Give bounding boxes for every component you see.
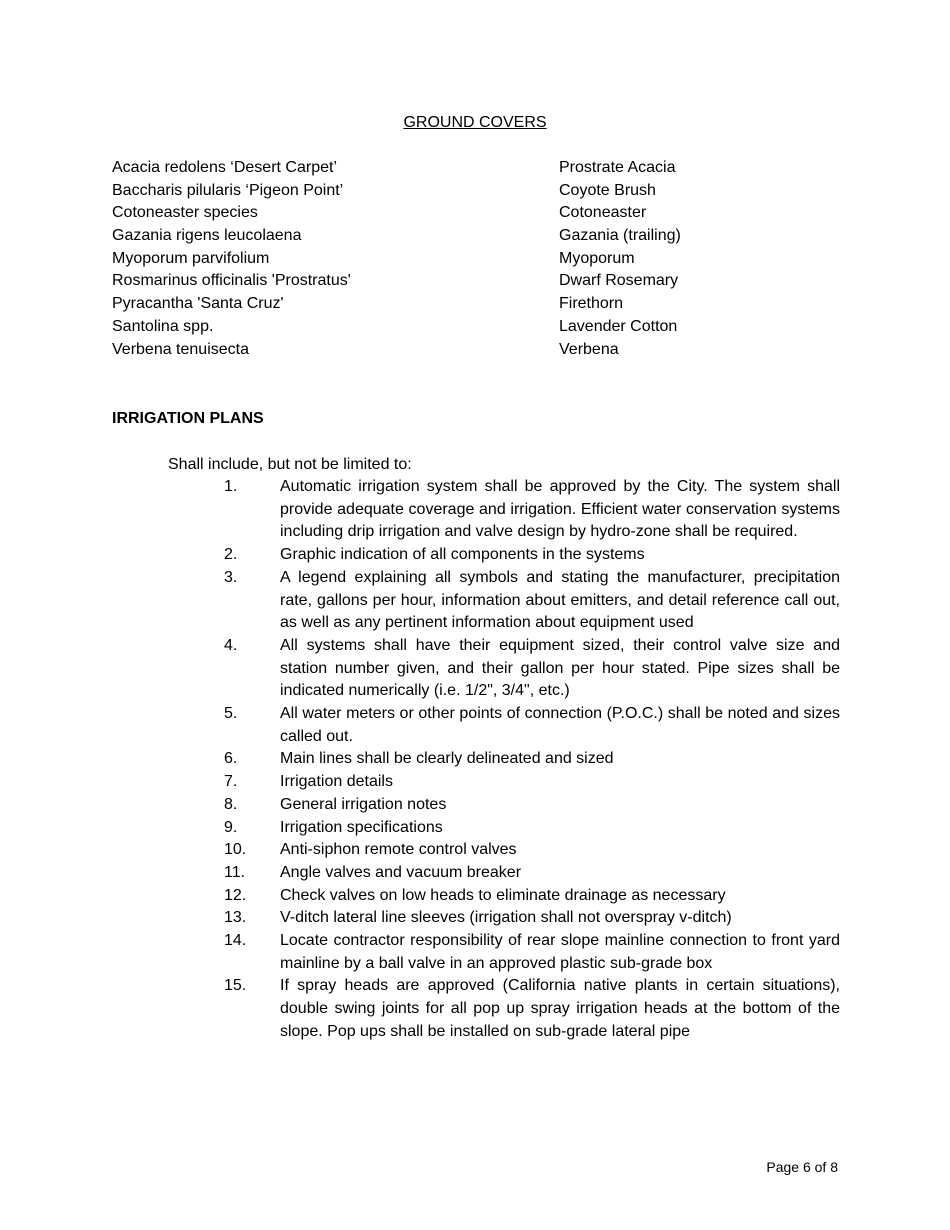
- item-number: 14.: [224, 932, 247, 950]
- list-item: [224, 771, 840, 794]
- list-item: [224, 817, 840, 840]
- plant-common-name: Coyote Brush: [559, 181, 656, 199]
- item-text: Automatic irrigation system shall be approved by the City. The system shall provide adequate coverage and irrigation. Efficient water conservation systems including drip irrigation and valve design by hydro-zone shall be required.: [280, 478, 840, 541]
- item-number: 7.: [224, 773, 238, 791]
- plant-common-name: Cotoneaster: [559, 204, 647, 222]
- item-text: If spray heads are approved (California native plants in certain situations), double swing joints for all pop up spray irrigation heads at the bottom of the slope. Pop ups shall be installed on sub-grade lateral pipe: [280, 977, 840, 1040]
- item-number: 15.: [224, 977, 247, 995]
- plant-botanical-name: Cotoneaster species: [112, 204, 258, 222]
- item-number: 3.: [224, 568, 238, 586]
- list-item: [224, 567, 840, 635]
- ground-covers-list: [112, 157, 812, 361]
- plant-common-name: Verbena: [559, 340, 619, 358]
- plant-botanical-name: Myoporum parvifolium: [112, 249, 270, 267]
- list-item: [224, 862, 840, 885]
- item-number: 12.: [224, 886, 247, 904]
- plant-row: [112, 202, 812, 225]
- item-number: 10.: [224, 841, 247, 859]
- item-number: 5.: [224, 705, 238, 723]
- list-item: [224, 885, 840, 908]
- item-number: 8.: [224, 795, 238, 813]
- plant-common-name: Firethorn: [559, 295, 624, 313]
- plant-row: [112, 248, 812, 271]
- item-text: General irrigation notes: [280, 795, 447, 813]
- list-item: [224, 635, 840, 703]
- plant-common-name: Dwarf Rosemary: [559, 272, 679, 290]
- list-item: [224, 748, 840, 771]
- plant-row: [112, 225, 812, 248]
- list-item: [224, 544, 840, 567]
- page-number: Page 6 of 8: [766, 1159, 838, 1175]
- plant-botanical-name: Santolina spp.: [112, 317, 214, 335]
- ground-covers-title: GROUND COVERS: [403, 114, 547, 131]
- irrigation-plans-heading: IRRIGATION PLANS: [112, 410, 264, 427]
- plant-common-name: Prostrate Acacia: [559, 159, 676, 176]
- plant-botanical-name: Acacia redolens ‘Desert Carpet’: [112, 159, 337, 176]
- item-number: 13.: [224, 909, 247, 927]
- item-text: All water meters or other points of connection (P.O.C.) shall be noted and sizes called out.: [280, 705, 840, 745]
- plant-row: [112, 316, 812, 339]
- item-text: V-ditch lateral line sleeves (irrigation shall not overspray v-ditch): [280, 909, 732, 927]
- plant-common-name: Myoporum: [559, 249, 635, 267]
- plant-botanical-name: Verbena tenuisecta: [112, 340, 249, 358]
- item-text: Anti-siphon remote control valves: [280, 841, 517, 859]
- plant-common-name: Lavender Cotton: [559, 317, 678, 335]
- item-text: Irrigation details: [280, 773, 393, 791]
- list-item: [224, 975, 840, 1043]
- item-text: Locate contractor responsibility of rear slope mainline connection to front yard mainline by a ball valve in an approved plastic sub-grade box: [280, 932, 840, 972]
- item-text: Check valves on low heads to eliminate drainage as necessary: [280, 886, 726, 904]
- irrigation-intro: Shall include, but not be limited to:: [168, 456, 412, 473]
- item-text: Main lines shall be clearly delineated and sized: [280, 750, 614, 768]
- plant-botanical-name: Gazania rigens leucolaena: [112, 227, 302, 245]
- item-number: 6.: [224, 750, 238, 768]
- plant-row: [112, 270, 812, 293]
- list-item: [224, 839, 840, 862]
- list-item: [224, 703, 840, 748]
- plant-row: [112, 339, 812, 362]
- item-text: Angle valves and vacuum breaker: [280, 863, 522, 881]
- plant-botanical-name: Rosmarinus officinalis 'Prostratus': [112, 272, 351, 290]
- item-number: 4.: [224, 636, 238, 654]
- plant-botanical-name: Pyracantha 'Santa Cruz': [112, 295, 284, 313]
- plant-common-name: Gazania (trailing): [559, 227, 681, 245]
- list-item: [224, 907, 840, 930]
- item-text: All systems shall have their equipment sized, their control valve size and station number given, and their gallon per hour stated. Pipe sizes shall be indicated numerically (i.e. 1/2", 3/4", etc.): [280, 636, 840, 700]
- item-text: Irrigation specifications: [280, 818, 443, 836]
- item-number: 11.: [224, 863, 246, 881]
- item-text: Graphic indication of all components in the systems: [280, 546, 645, 564]
- list-item: [224, 930, 840, 975]
- list-item: [224, 476, 840, 544]
- item-text: A legend explaining all symbols and stating the manufacturer, precipitation rate, gallons per hour, information about emitters, and detail reference call out, as well as any pertinent information about equipment used: [280, 568, 840, 632]
- plant-row: [112, 157, 812, 180]
- item-number: 2.: [224, 546, 238, 564]
- plant-row: [112, 180, 812, 203]
- item-number: 1.: [224, 478, 238, 495]
- item-number: 9.: [224, 818, 238, 836]
- plant-row: [112, 293, 812, 316]
- irrigation-requirements-list: [224, 476, 840, 1044]
- plant-botanical-name: Baccharis pilularis ‘Pigeon Point’: [112, 181, 344, 199]
- list-item: [224, 794, 840, 817]
